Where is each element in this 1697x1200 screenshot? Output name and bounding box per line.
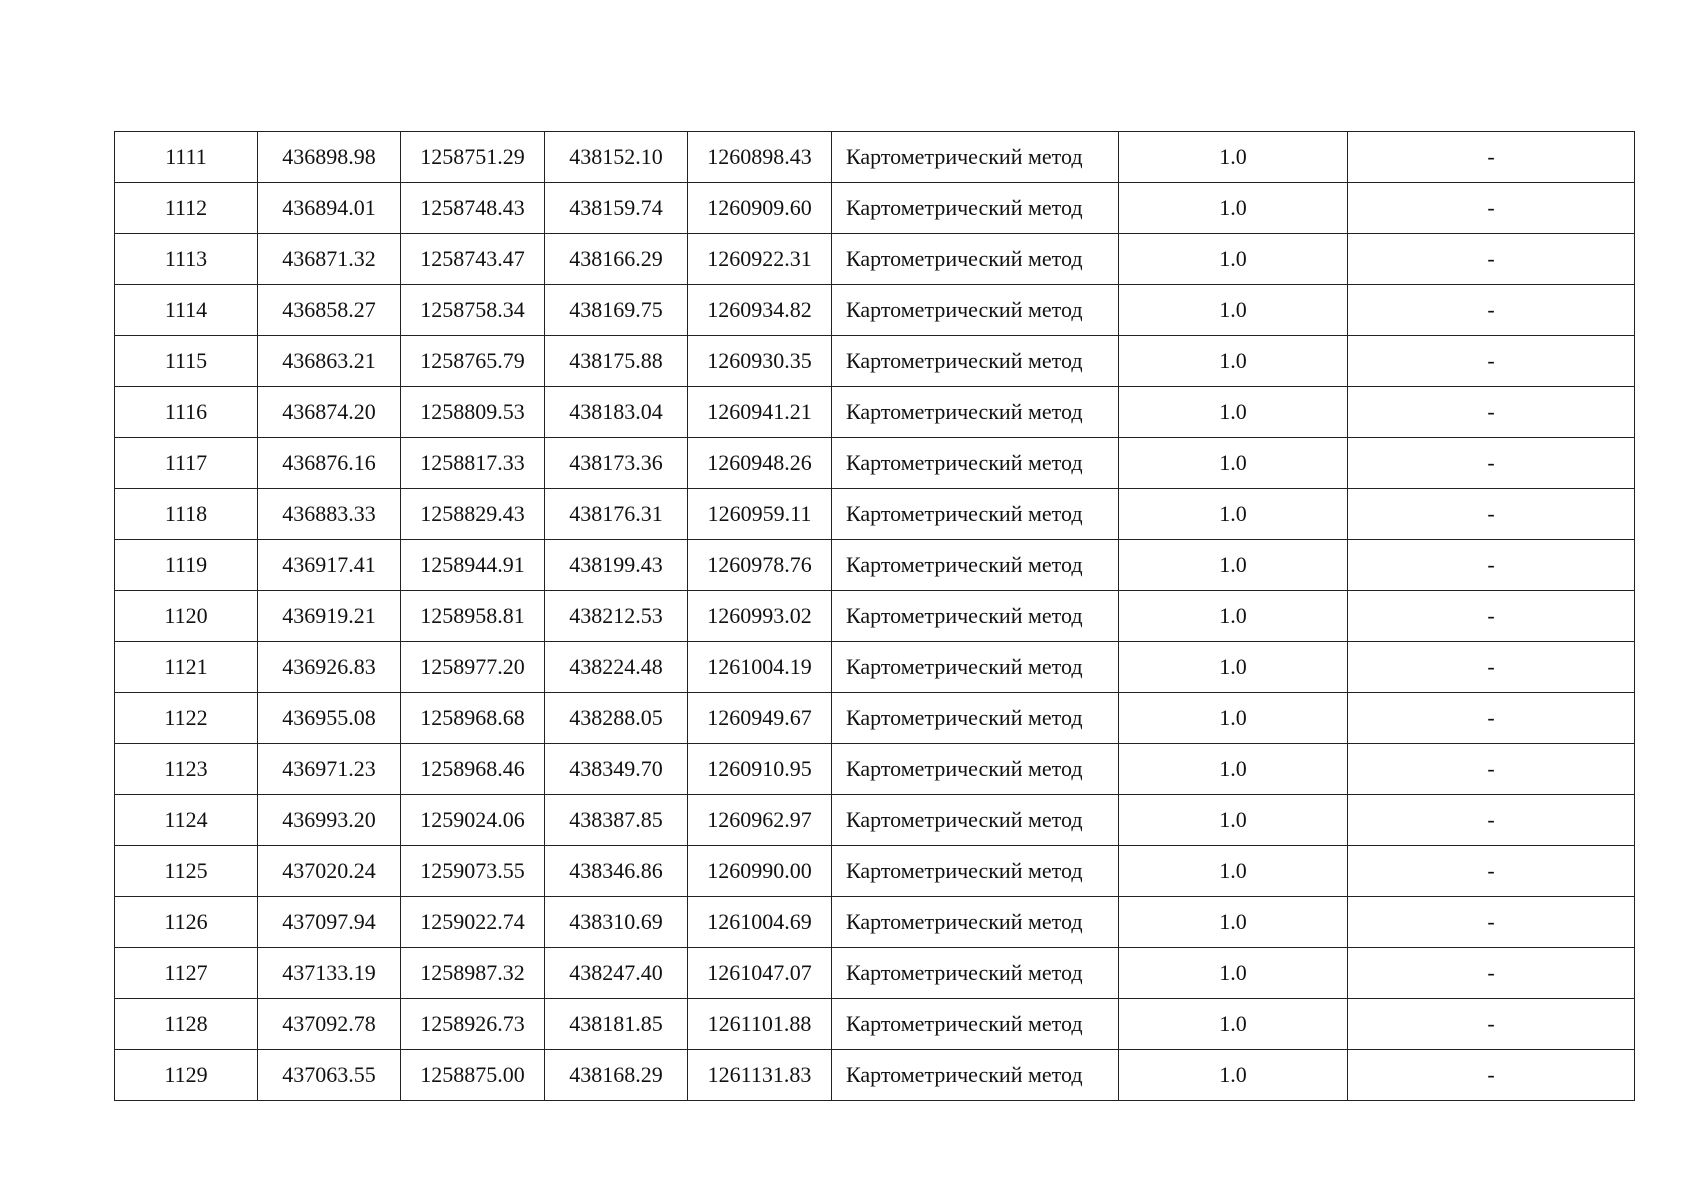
accuracy-cell: 1.0	[1119, 1050, 1348, 1101]
accuracy-cell: 1.0	[1119, 591, 1348, 642]
y-old-cell: 1259073.55	[401, 846, 545, 897]
accuracy-cell: 1.0	[1119, 744, 1348, 795]
x-old-cell: 436883.33	[258, 489, 401, 540]
x-new-cell: 438387.85	[545, 795, 688, 846]
table-row	[115, 897, 1635, 948]
accuracy-cell: 1.0	[1119, 999, 1348, 1050]
point-number-cell: 1121	[115, 642, 258, 693]
x-new-cell: 438169.75	[545, 285, 688, 336]
point-number-cell: 1114	[115, 285, 258, 336]
y-new-cell: 1260990.00	[688, 846, 832, 897]
y-old-cell: 1258765.79	[401, 336, 545, 387]
x-old-cell: 436871.32	[258, 234, 401, 285]
table-row	[115, 132, 1635, 183]
y-old-cell: 1258875.00	[401, 1050, 545, 1101]
point-number-cell: 1127	[115, 948, 258, 999]
accuracy-cell: 1.0	[1119, 948, 1348, 999]
method-cell: Картометрический метод	[832, 234, 1119, 285]
y-new-cell: 1261047.07	[688, 948, 832, 999]
table-row	[115, 234, 1635, 285]
point-number-cell: 1116	[115, 387, 258, 438]
point-number-cell: 1118	[115, 489, 258, 540]
method-cell: Картометрический метод	[832, 948, 1119, 999]
point-number-cell: 1124	[115, 795, 258, 846]
x-new-cell: 438247.40	[545, 948, 688, 999]
method-cell: Картометрический метод	[832, 795, 1119, 846]
y-old-cell: 1258758.34	[401, 285, 545, 336]
x-new-cell: 438288.05	[545, 693, 688, 744]
description-cell: -	[1348, 183, 1635, 234]
method-cell: Картометрический метод	[832, 285, 1119, 336]
method-cell: Картометрический метод	[832, 999, 1119, 1050]
y-old-cell: 1258977.20	[401, 642, 545, 693]
y-new-cell: 1260909.60	[688, 183, 832, 234]
x-old-cell: 437020.24	[258, 846, 401, 897]
accuracy-cell: 1.0	[1119, 285, 1348, 336]
table-row	[115, 744, 1635, 795]
x-old-cell: 437133.19	[258, 948, 401, 999]
y-new-cell: 1260948.26	[688, 438, 832, 489]
method-cell: Картометрический метод	[832, 744, 1119, 795]
method-cell: Картометрический метод	[832, 132, 1119, 183]
y-new-cell: 1261131.83	[688, 1050, 832, 1101]
table-row	[115, 693, 1635, 744]
y-new-cell: 1260930.35	[688, 336, 832, 387]
method-cell: Картометрический метод	[832, 1050, 1119, 1101]
y-old-cell: 1258926.73	[401, 999, 545, 1050]
description-cell: -	[1348, 285, 1635, 336]
accuracy-cell: 1.0	[1119, 336, 1348, 387]
method-cell: Картометрический метод	[832, 540, 1119, 591]
table-row	[115, 438, 1635, 489]
y-new-cell: 1261004.69	[688, 897, 832, 948]
coordinates-table	[114, 131, 1635, 1101]
description-cell: -	[1348, 846, 1635, 897]
method-cell: Картометрический метод	[832, 336, 1119, 387]
accuracy-cell: 1.0	[1119, 234, 1348, 285]
accuracy-cell: 1.0	[1119, 795, 1348, 846]
table-row	[115, 795, 1635, 846]
point-number-cell: 1117	[115, 438, 258, 489]
x-new-cell: 438181.85	[545, 999, 688, 1050]
x-old-cell: 436955.08	[258, 693, 401, 744]
method-cell: Картометрический метод	[832, 387, 1119, 438]
x-new-cell: 438166.29	[545, 234, 688, 285]
point-number-cell: 1111	[115, 132, 258, 183]
method-cell: Картометрический метод	[832, 693, 1119, 744]
x-new-cell: 438175.88	[545, 336, 688, 387]
description-cell: -	[1348, 336, 1635, 387]
x-old-cell: 437092.78	[258, 999, 401, 1050]
method-cell: Картометрический метод	[832, 642, 1119, 693]
y-new-cell: 1260934.82	[688, 285, 832, 336]
y-new-cell: 1260922.31	[688, 234, 832, 285]
table-row	[115, 540, 1635, 591]
x-old-cell: 436926.83	[258, 642, 401, 693]
x-old-cell: 436919.21	[258, 591, 401, 642]
x-new-cell: 438173.36	[545, 438, 688, 489]
y-old-cell: 1258748.43	[401, 183, 545, 234]
y-old-cell: 1258751.29	[401, 132, 545, 183]
accuracy-cell: 1.0	[1119, 183, 1348, 234]
table-row	[115, 846, 1635, 897]
point-number-cell: 1122	[115, 693, 258, 744]
table-row	[115, 285, 1635, 336]
y-new-cell: 1261004.19	[688, 642, 832, 693]
table-row	[115, 591, 1635, 642]
accuracy-cell: 1.0	[1119, 693, 1348, 744]
method-cell: Картометрический метод	[832, 438, 1119, 489]
description-cell: -	[1348, 642, 1635, 693]
method-cell: Картометрический метод	[832, 591, 1119, 642]
x-old-cell: 436876.16	[258, 438, 401, 489]
accuracy-cell: 1.0	[1119, 132, 1348, 183]
accuracy-cell: 1.0	[1119, 438, 1348, 489]
y-old-cell: 1259024.06	[401, 795, 545, 846]
accuracy-cell: 1.0	[1119, 642, 1348, 693]
x-old-cell: 436874.20	[258, 387, 401, 438]
x-new-cell: 438212.53	[545, 591, 688, 642]
table-body	[115, 132, 1635, 1101]
x-new-cell: 438224.48	[545, 642, 688, 693]
y-new-cell: 1260978.76	[688, 540, 832, 591]
y-old-cell: 1258743.47	[401, 234, 545, 285]
y-old-cell: 1258968.46	[401, 744, 545, 795]
y-new-cell: 1260949.67	[688, 693, 832, 744]
accuracy-cell: 1.0	[1119, 489, 1348, 540]
method-cell: Картометрический метод	[832, 183, 1119, 234]
description-cell: -	[1348, 132, 1635, 183]
point-number-cell: 1119	[115, 540, 258, 591]
method-cell: Картометрический метод	[832, 897, 1119, 948]
point-number-cell: 1113	[115, 234, 258, 285]
x-new-cell: 438176.31	[545, 489, 688, 540]
description-cell: -	[1348, 387, 1635, 438]
description-cell: -	[1348, 948, 1635, 999]
accuracy-cell: 1.0	[1119, 897, 1348, 948]
y-old-cell: 1258944.91	[401, 540, 545, 591]
accuracy-cell: 1.0	[1119, 846, 1348, 897]
y-new-cell: 1260941.21	[688, 387, 832, 438]
x-old-cell: 436971.23	[258, 744, 401, 795]
x-old-cell: 436993.20	[258, 795, 401, 846]
y-old-cell: 1258987.32	[401, 948, 545, 999]
y-new-cell: 1260959.11	[688, 489, 832, 540]
point-number-cell: 1112	[115, 183, 258, 234]
description-cell: -	[1348, 489, 1635, 540]
y-old-cell: 1258968.68	[401, 693, 545, 744]
description-cell: -	[1348, 744, 1635, 795]
method-cell: Картометрический метод	[832, 489, 1119, 540]
table-row	[115, 642, 1635, 693]
x-new-cell: 438159.74	[545, 183, 688, 234]
y-old-cell: 1258809.53	[401, 387, 545, 438]
x-new-cell: 438168.29	[545, 1050, 688, 1101]
point-number-cell: 1125	[115, 846, 258, 897]
description-cell: -	[1348, 999, 1635, 1050]
description-cell: -	[1348, 897, 1635, 948]
description-cell: -	[1348, 234, 1635, 285]
point-number-cell: 1126	[115, 897, 258, 948]
accuracy-cell: 1.0	[1119, 387, 1348, 438]
y-old-cell: 1259022.74	[401, 897, 545, 948]
x-new-cell: 438152.10	[545, 132, 688, 183]
description-cell: -	[1348, 1050, 1635, 1101]
table-row	[115, 336, 1635, 387]
point-number-cell: 1115	[115, 336, 258, 387]
y-old-cell: 1258829.43	[401, 489, 545, 540]
x-new-cell: 438349.70	[545, 744, 688, 795]
table-row	[115, 387, 1635, 438]
x-old-cell: 436894.01	[258, 183, 401, 234]
description-cell: -	[1348, 795, 1635, 846]
description-cell: -	[1348, 438, 1635, 489]
method-cell: Картометрический метод	[832, 846, 1119, 897]
description-cell: -	[1348, 540, 1635, 591]
point-number-cell: 1123	[115, 744, 258, 795]
y-old-cell: 1258958.81	[401, 591, 545, 642]
x-new-cell: 438346.86	[545, 846, 688, 897]
x-old-cell: 436917.41	[258, 540, 401, 591]
point-number-cell: 1129	[115, 1050, 258, 1101]
x-new-cell: 438183.04	[545, 387, 688, 438]
table-row	[115, 489, 1635, 540]
y-old-cell: 1258817.33	[401, 438, 545, 489]
x-old-cell: 436863.21	[258, 336, 401, 387]
accuracy-cell: 1.0	[1119, 540, 1348, 591]
y-new-cell: 1261101.88	[688, 999, 832, 1050]
table-row	[115, 1050, 1635, 1101]
description-cell: -	[1348, 693, 1635, 744]
point-number-cell: 1120	[115, 591, 258, 642]
description-cell: -	[1348, 591, 1635, 642]
table-row	[115, 999, 1635, 1050]
x-old-cell: 437063.55	[258, 1050, 401, 1101]
point-number-cell: 1128	[115, 999, 258, 1050]
x-new-cell: 438199.43	[545, 540, 688, 591]
x-old-cell: 437097.94	[258, 897, 401, 948]
table-row	[115, 948, 1635, 999]
y-new-cell: 1260898.43	[688, 132, 832, 183]
y-new-cell: 1260962.97	[688, 795, 832, 846]
table-row	[115, 183, 1635, 234]
y-new-cell: 1260910.95	[688, 744, 832, 795]
y-new-cell: 1260993.02	[688, 591, 832, 642]
x-old-cell: 436898.98	[258, 132, 401, 183]
x-new-cell: 438310.69	[545, 897, 688, 948]
x-old-cell: 436858.27	[258, 285, 401, 336]
